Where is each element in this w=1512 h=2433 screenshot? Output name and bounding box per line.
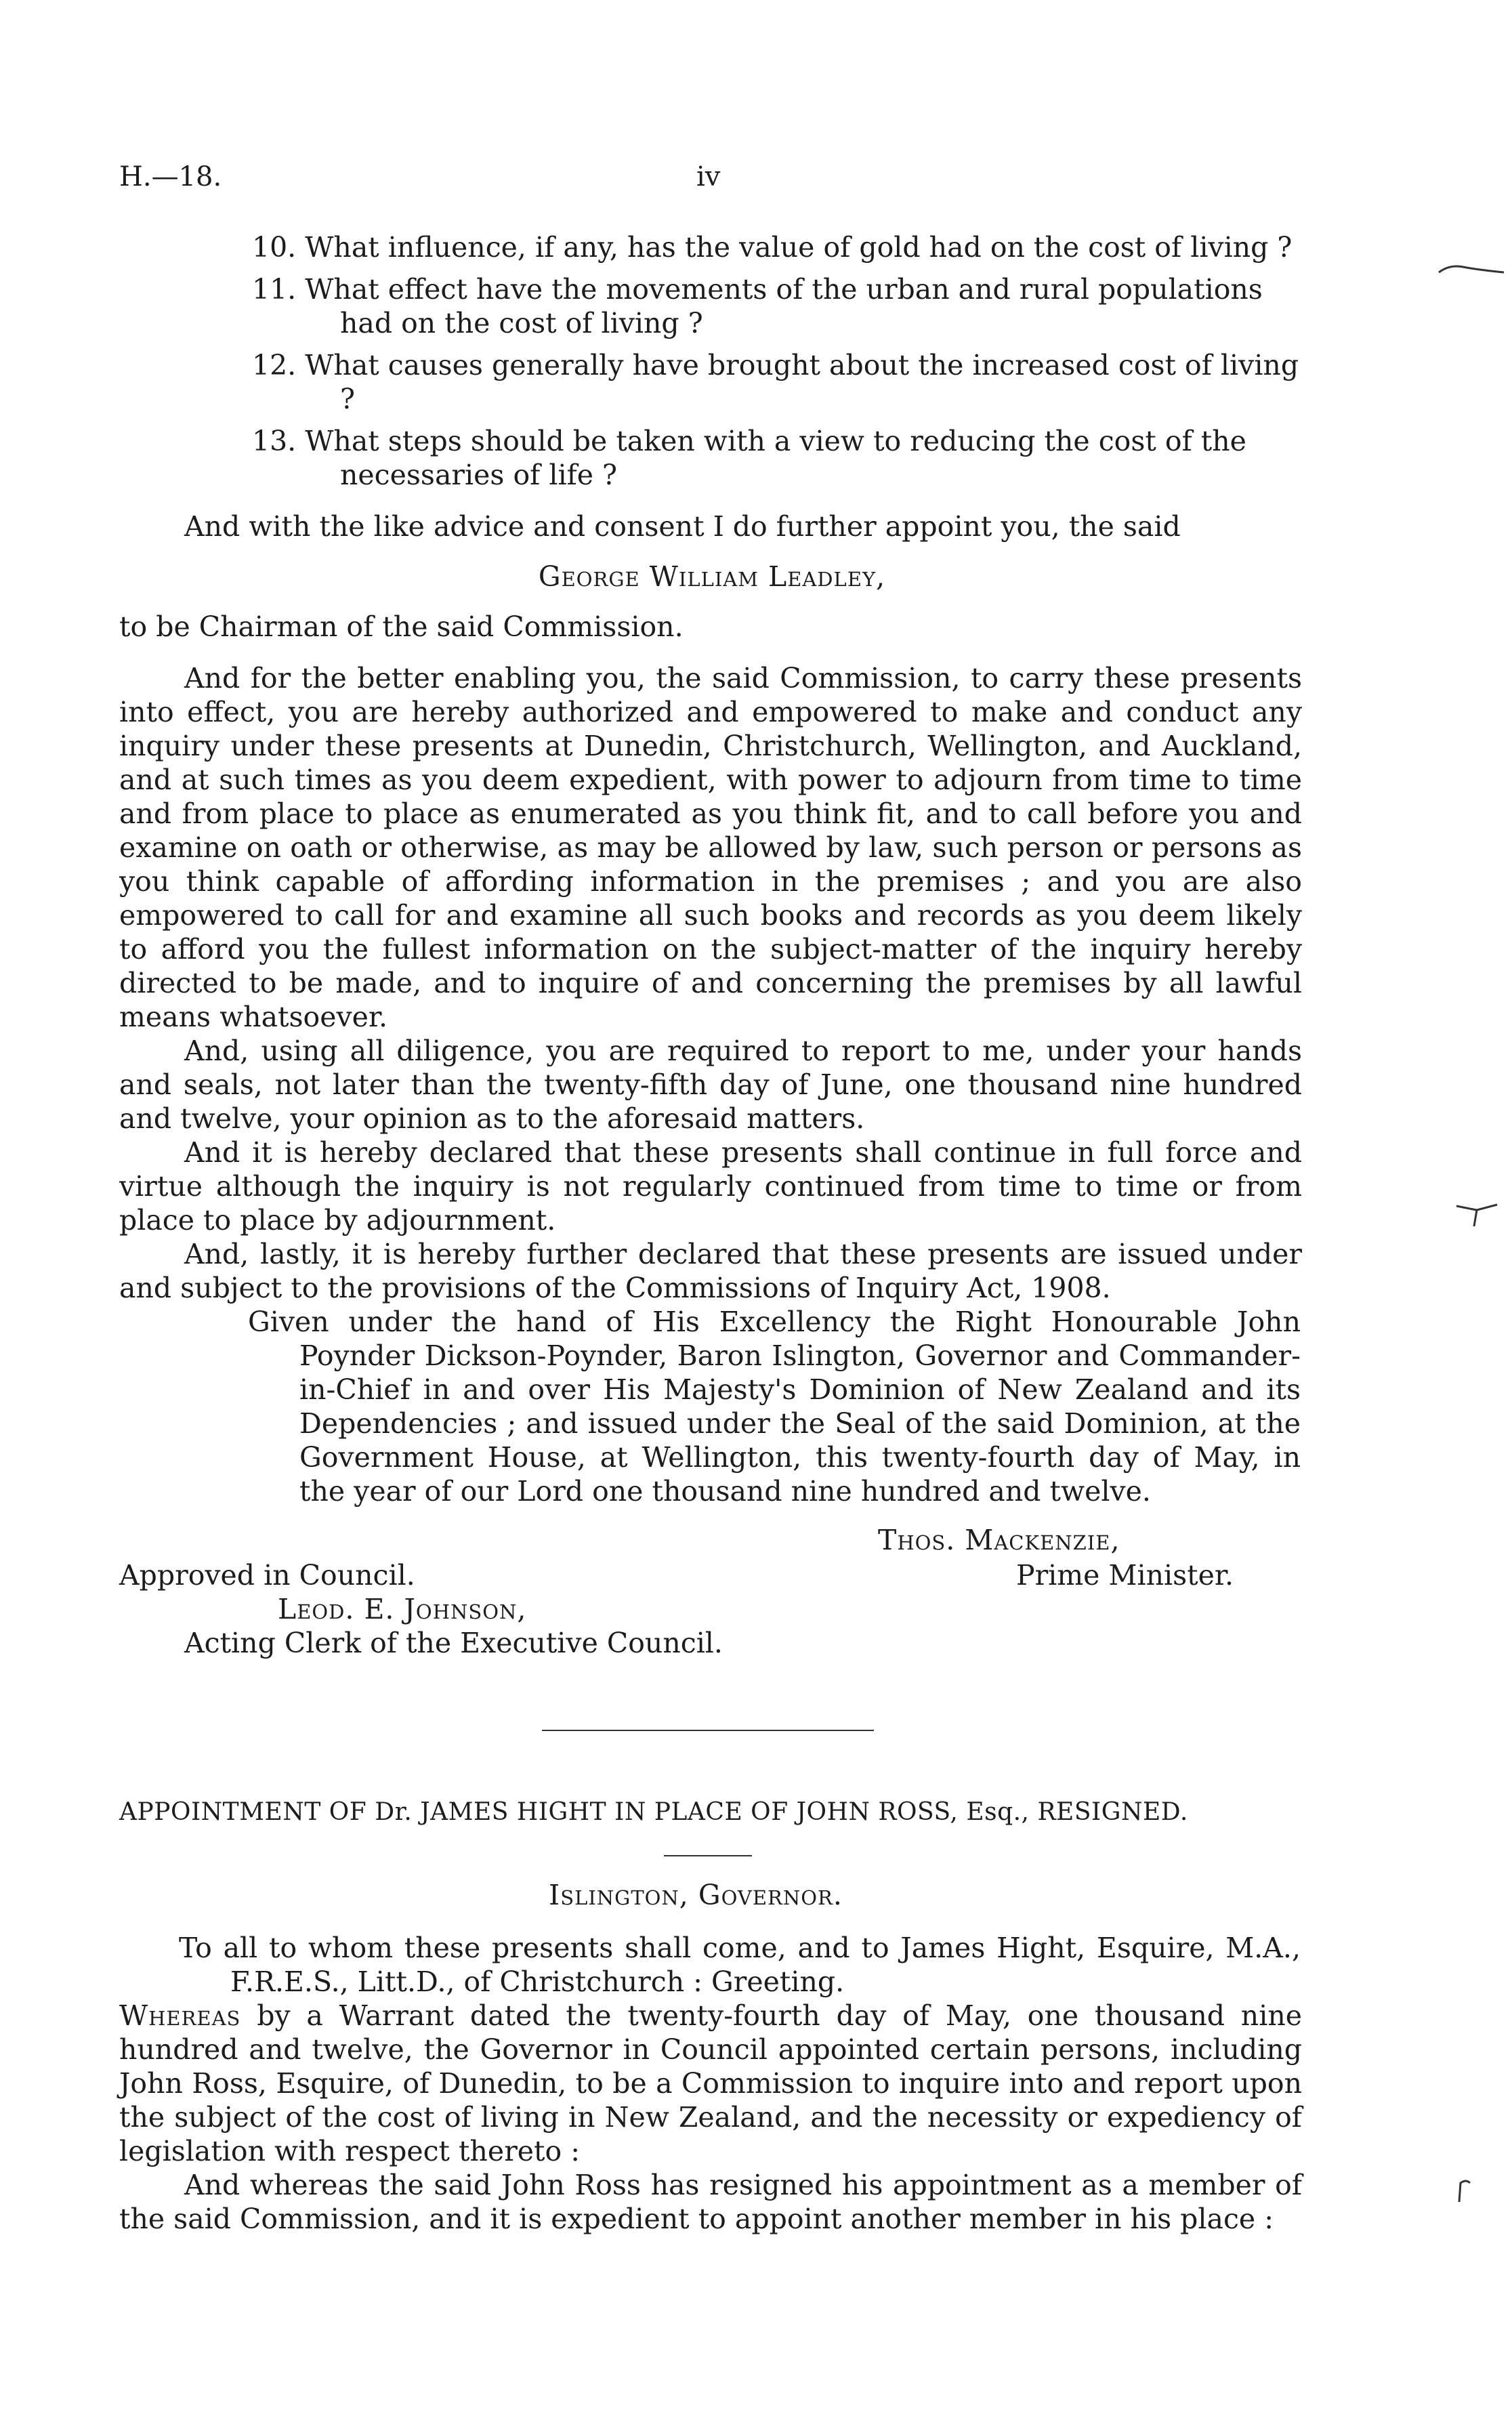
question-number: 10. <box>252 231 297 264</box>
margin-mark <box>1450 1192 1504 1233</box>
minister-name: Thos. Mackenzie, <box>878 1524 1120 1556</box>
whereas-lead: Whereas <box>119 1999 241 2032</box>
question-text: What influence, if any, has the value of gold had on the cost of living ? <box>305 231 1293 264</box>
margin-mark <box>1450 2175 1477 2209</box>
chairman-paragraph: to be Chairman of the said Commission. <box>119 610 684 643</box>
question-item <box>252 230 1301 264</box>
question-text: What causes generally have brought about the increased cost of living ? <box>305 349 1299 415</box>
question-number: 13. <box>252 425 297 457</box>
appoint-paragraph: And with the like advice and consent I do further appoint you, the said <box>184 510 1181 543</box>
question-number: 11. <box>252 273 297 306</box>
resigned-paragraph: And whereas the said John Ross has resigned his appointment as a member of the said Commission, and it is expedient to appoint another member in his place : <box>119 2169 1302 2235</box>
section-title: APPOINTMENT OF Dr. JAMES HIGHT IN PLACE OF JOHN ROSS, Esq., RESIGNED. <box>119 1798 1188 1826</box>
approved-in-council: Approved in Council. <box>119 1559 415 1592</box>
given-paragraph: Given under the hand of His Excellency the Right Honourable John Poynder Dickson-Poynder, Baron Islington, Governor and Commander-in-Chief in and over His Majesty's Dominion of New Zealand and its Dependencies ; and issued under the Seal of the said Dominion, at the Government House, at Wellington, this twenty-fourth day of May, in the year of our Lord one thousand nine hundred and twelve. <box>248 1306 1301 1507</box>
margin-mark <box>1436 257 1511 285</box>
section-divider <box>542 1730 874 1731</box>
question-text: What steps should be taken with a view to reducing the cost of the necessaries of life ? <box>305 425 1246 491</box>
governor-line: Islington, Governor. <box>549 1879 843 1911</box>
question-text: What effect have the movements of the urban and rural populations had on the cost of living ? <box>305 273 1263 339</box>
chairman-name: George William Leadley, <box>538 560 886 593</box>
enabling-paragraph: And for the better enabling you, the said Commission, to carry these presents into effect, you are hereby authorized and empowered to make and conduct any inquiry under these presents at Dunedin, Christchurch, Wellington, and Auckland, and at such times as you deem expedient, with power to adjourn from time to time and from place to place as enumerated as you think fit, and to call before you and examine on oath or otherwise, as may be allowed by law, such person or persons as you think capable of affording information in the premises ; and you are also empowered to call for and examine all such books and records as you deem likely to afford you the fullest information on the subject-matter of the inquiry hereby directed to be made, and to inquire of and concerning the premises by all lawful means whatsoever. <box>119 662 1302 1033</box>
question-list <box>252 230 1301 492</box>
question-item <box>252 272 1301 340</box>
question-number: 12. <box>252 349 297 381</box>
whereas-text: by a Warrant dated the twenty-fourth day of May, one thousand nine hundred and twelve, the Governor in Council appointed certain persons, including John Ross, Esquire, of Dunedin, to be a Commission to inquire into and report upon the subject of the cost of living in New Zealand, and the necessity or expediency of legislation with respect thereto : <box>119 1999 1302 2167</box>
page-number: iv <box>696 161 721 192</box>
document-id: H.—18. <box>119 161 222 192</box>
lastly-paragraph: And, lastly, it is hereby further declared that these presents are issued under and subject to the provisions of the Commissions of Inquiry Act, 1908. <box>119 1238 1302 1304</box>
question-item <box>252 424 1301 492</box>
clerk-title: Acting Clerk of the Executive Council. <box>184 1627 723 1659</box>
clerk-name: Leod. E. Johnson, <box>278 1593 527 1625</box>
whereas-paragraph <box>119 1999 1302 2168</box>
minister-title: Prime Minister. <box>1016 1559 1234 1592</box>
question-item <box>252 348 1301 416</box>
greeting-paragraph: To all to whom these presents shall come, and to James Hight, Esquire, M.A., F.R.E.S., Litt.D., of Christchurch : Greeting. <box>179 1932 1301 1998</box>
title-underline <box>664 1855 752 1856</box>
report-paragraph: And, using all diligence, you are required to report to me, under your hands and seals, not later than the twenty-fifth day of June, one thousand nine hundred and twelve, your opinion as to the aforesaid matters. <box>119 1035 1302 1135</box>
continue-paragraph: And it is hereby declared that these presents shall continue in full force and virtue although the inquiry is not regularly continued from time to time or from place to place by adjournment. <box>119 1136 1302 1236</box>
